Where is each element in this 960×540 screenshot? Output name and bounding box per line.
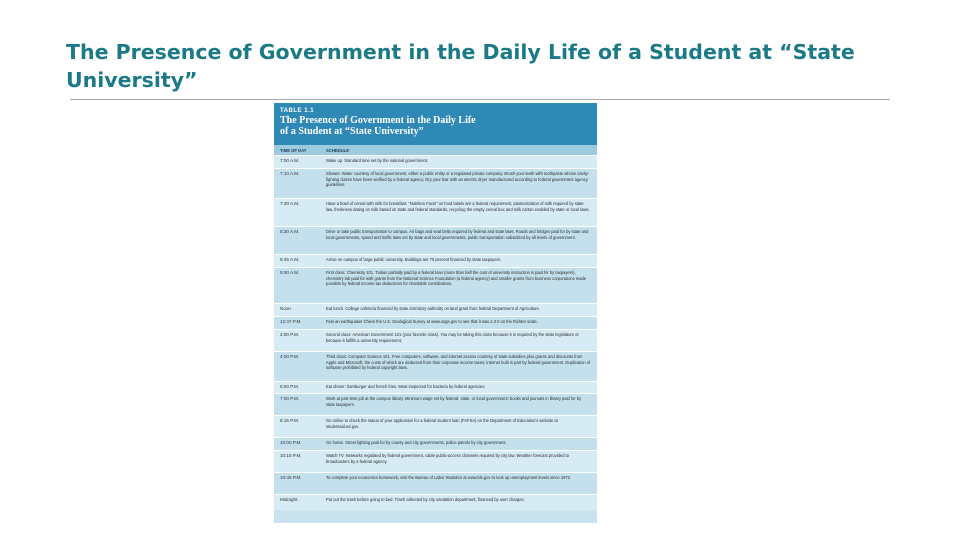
- table-title-line-1: The Presence of Government in the Daily Life: [280, 115, 476, 126]
- table-row: [274, 155, 597, 168]
- row-description: Drive or take public transportation to campus. Air bags and seat belts required by federal and state laws. Roads and bridges paid for by state and local governments, speed and traffic laws set by state and local governments, public transportation subsidized by all levels of government.: [326, 229, 589, 240]
- table-row: [274, 267, 597, 303]
- row-description: Second class: American Government 101 (your favorite class). You may be taking this class because it is required by the state legislature or because it fulfills a university requirement.: [326, 332, 579, 343]
- table-title-line-2: of a Student at “State University”: [280, 126, 424, 137]
- row-description: Eat dinner: hamburger and french fries. Meat inspected for bacteria by federal agencies.: [326, 384, 486, 389]
- row-time: 10:15 P.M.: [280, 453, 302, 458]
- column-header-schedule: SCHEDULE: [326, 147, 350, 153]
- row-time: 8:30 A.M.: [280, 229, 300, 234]
- row-time: 6:00 P.M.: [280, 384, 300, 389]
- row-time: 7:00 P.M.: [280, 396, 300, 401]
- row-time: 8:15 P.M.: [280, 418, 300, 423]
- row-description: Shower. Water courtesy of local government, either a public entity or a regulated private company. Brush your teeth with toothpaste whose cavity-fighting claims have been verified by a federal agency. Dry your hair with an electric dryer manufactured according to federal government agency guidelines.: [326, 171, 590, 188]
- row-time: Midnight: [280, 497, 298, 502]
- table-row: [274, 393, 597, 415]
- table-row: [274, 316, 597, 329]
- table-row: [274, 472, 597, 494]
- table-body: [274, 155, 597, 523]
- slide-title: The Presence of Government in the Daily Life of a Student at “State University”: [66, 40, 855, 92]
- row-time: 2:00 P.M.: [280, 332, 300, 337]
- row-description: Go home. Street lighting paid for by county and city governments, police patrols by city government.: [326, 440, 507, 445]
- table-row: [274, 450, 597, 472]
- table-label: TABLE 1.1: [280, 108, 315, 114]
- table-row: [274, 198, 597, 226]
- row-time: 10:00 P.M.: [280, 440, 302, 445]
- row-time: 7:10 A.M.: [280, 171, 300, 176]
- table-row: [274, 381, 597, 393]
- row-description: Feel an earthquake! Check the U.S. Geological Survey at www.usgs.gov to see that it was a 3.0 on the Richter scale.: [326, 319, 538, 324]
- row-description: Go online to check the status of your application for a federal student loan (FAFSA) on the Department of Education’s website at studentaid.ed.gov.: [326, 418, 558, 429]
- row-time: 7:30 A.M.: [280, 201, 300, 206]
- row-description: Have a bowl of cereal with milk for breakfast. “Nutrition Facts” on food labels are a federal requirement, pasteurization of milk required by state law, freshness dating on milk based on state and federal standards, recycling the empty cereal box and milk carton enabled by state or local laws.: [326, 201, 590, 212]
- row-description: To complete your economics homework, visit the Bureau of Labor Statistics at www.bls.gov to look up unemployment levels since 1972.: [326, 475, 572, 480]
- table-image: [274, 103, 597, 523]
- row-description: Put out the trash before going to bed. Trash collected by city sanitation department, financed by user charges.: [326, 497, 525, 502]
- row-description: Arrive on campus of large public university. Buildings are 70 percent financed by state taxpayers.: [326, 257, 502, 262]
- table-header: [274, 103, 597, 145]
- title-divider: [70, 99, 890, 100]
- row-description: Watch TV. Networks regulated by federal government, cable public-access channels required by city law. Weather forecast provided to broadcasters by a federal agency.: [326, 453, 570, 464]
- row-description: Wake up. Standard time set by the national government.: [326, 158, 429, 163]
- table-column-headers: [274, 145, 597, 155]
- table-row: [274, 168, 597, 198]
- row-description: Eat lunch. College cafeteria financed by state dormitory authority on land grant from federal Department of Agriculture.: [326, 306, 540, 311]
- table-row: [274, 254, 597, 267]
- row-time: 10:45 P.M.: [280, 475, 302, 480]
- table-row: [274, 303, 597, 316]
- table-row: [274, 415, 597, 437]
- table-row: [274, 226, 597, 254]
- column-header-time: TIME OF DAY: [280, 147, 307, 153]
- row-description: First class: Chemistry 101. Tuition partially paid by a federal loan (more than half the cost of university instruction is paid for by taxpayers), chemistry lab paid for with grants from the National Science Foundation (a federal agency) and smaller grants from business corporations made possible by federal income tax deductions for charitable contributions.: [326, 270, 587, 287]
- table-row: [274, 494, 597, 510]
- table-row: [274, 437, 597, 450]
- table-row: [274, 351, 597, 381]
- row-time: 12:47 P.M.: [280, 319, 302, 324]
- row-time: 7:00 A.M.: [280, 158, 300, 163]
- row-time: Noon: [280, 306, 291, 311]
- table-row: [274, 329, 597, 351]
- row-time: 4:00 P.M.: [280, 354, 300, 359]
- row-time: 8:45 A.M.: [280, 257, 300, 262]
- row-time: 9:00 A.M.: [280, 270, 300, 275]
- row-description: Third class: Computer Science 101. Free computers, software, and internet access courtesy of state subsidies plus grants and discounts from Apple and Microsoft, the costs of which are deducted from their corporate income taxes; internet built in part by federal government. Duplication of software prohibited by federal copyright laws.: [326, 354, 591, 371]
- row-description: Work at part-time job at the campus library. Minimum wage set by federal, state, or local government; books and journals in library paid for by state taxpayers.: [326, 396, 582, 407]
